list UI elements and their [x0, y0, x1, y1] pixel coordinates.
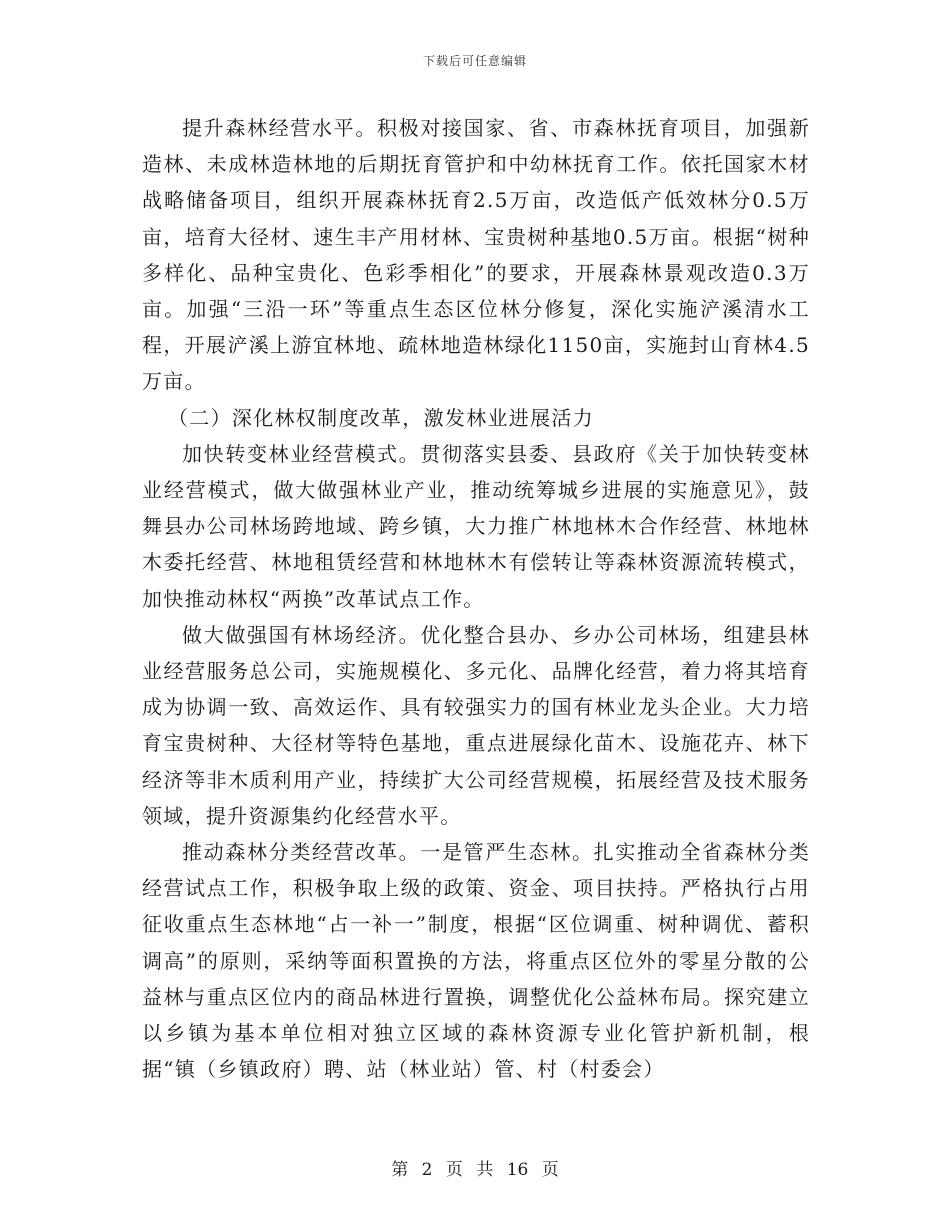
paragraph-classification-reform: 推动森林分类经营改革。一是管严生态林。扎实推动全省森林分类经营试点工作，积极争取上级的政策、资金、项目扶持。严格执行占用征收重点生态林地“占一补一”制度，根据“区位调重、树种调优、蓄积调高”的原则，采纳等面积置换的方法，将重点区位外的零星分散的公益林与重点区位内的商品林进行置换，调整优化公益林布局。探究建立以乡镇为基本单位相对独立区域的森林资源专业化管护新机制，根据“镇（乡镇政府）聘、站（林业站）管、村（村委会） — [142, 840, 810, 1082]
document-body — [142, 110, 810, 1087]
section-heading-forest-rights-reform: （二）深化林权制度改革，激发林业进展活力 — [168, 405, 594, 430]
paragraph-operation-mode: 加快转变林业经营模式。贯彻落实县委、县政府《关于加快转变林业经营模式，做大做强林业产业，推动统筹城乡进展的实施意见》，鼓舞县办公司林场跨地域、跨乡镇，大力推广林地林木合作经营、林地林木委托经营、林地租赁经营和林地林木有偿转让等森林资源流转模式，加快推动林权“两换”改革试点工作。 — [142, 441, 810, 611]
paragraph-state-forest-farm: 做大做强国有林场经济。优化整合县办、乡办公司林场，组建县林业经营服务总公司，实施规模化、多元化、品牌化经营，着力将其培育成为协调一致、高效运作、具有较强实力的国有林业龙头企业。大力培育宝贵树种、大径材等特色基地，重点进展绿化苗木、设施花卉、林下经济等非木质利用产业，持续扩大公司经营规模，拓展经营及技术服务领域，提升资源集约化经营水平。 — [142, 622, 810, 828]
page-number-footer: 第 2 页 共 16 页 — [391, 1160, 559, 1180]
page-header: 下载后可任意编辑 — [422, 54, 527, 68]
paragraph-forest-management: 提升森林经营水平。积极对接国家、省、市森林抚育项目，加强新造林、未成林造林地的后期抚育管护和中幼林抚育工作。依托国家木材战略储备项目，组织开展森林抚育2.5万亩，改造低产低效林分0.5万亩，培育大径材、速生丰产用材林、宝贵树种基地0.5万亩。根据“树种多样化、品种宝贵化、色彩季相化”的要求，开展森林景观改造0.3万亩。加强“三沿一环”等重点生态区位林分修复，深化实施浐溪清水工程，开展浐溪上游宜林地、疏林地造林绿化1150亩，实施封山育林4.5万亩。 — [142, 116, 810, 394]
